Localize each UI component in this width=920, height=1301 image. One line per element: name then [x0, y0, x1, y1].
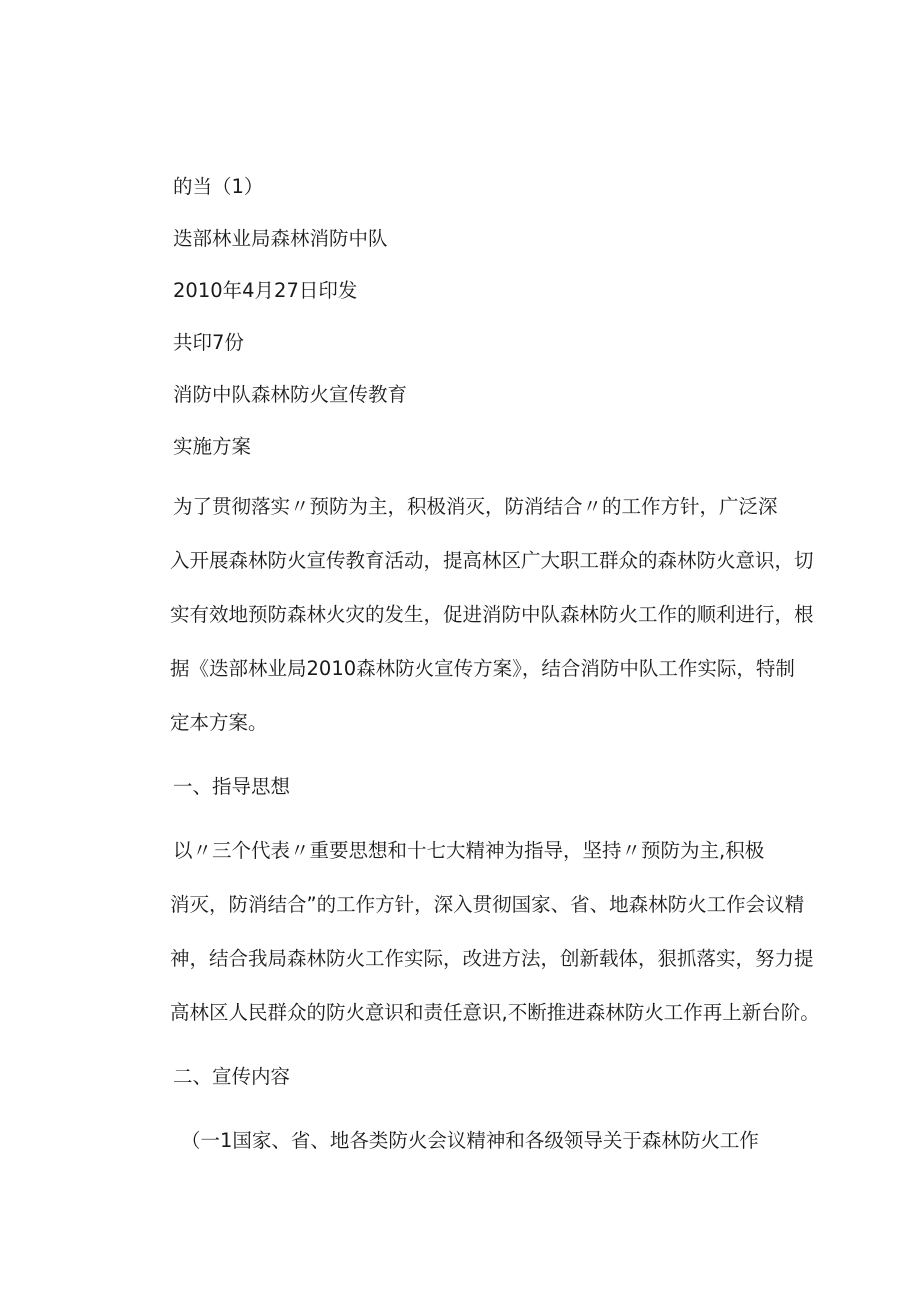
document-body: [170, 168, 820, 1182]
intro-paragraph: [170, 480, 814, 750]
section1-line: 高林区人民群众的防火意识和责任意识,不断推进森林防火工作再上新台阶。: [170, 1001, 820, 1024]
intro-line: 为了贯彻落实〃预防为主，积极消灭，防消结合〃的工作方针，广泛深: [173, 495, 778, 518]
intro-line: 实有效地预防森林火灾的发生，促进消防中队森林防火工作的顺利进行，根: [170, 603, 814, 626]
document-title-line1: 消防中队森林防火宣传教育: [173, 383, 408, 406]
intro-line: 入开展森林防火宣传教育活动，提高林区广大职工群众的森林防火意识，切: [170, 549, 814, 572]
header-line-issuer: 迭部林业局森林消防中队: [173, 227, 388, 250]
header-line-date: 2010年4月27日印发: [173, 279, 358, 302]
header-line-cc: 的当（1）: [173, 175, 264, 198]
section2-item-line: （一1国家、省、地各类防火会议精神和各级领导关于森林防火工作: [181, 1129, 759, 1152]
section1-line: 神，结合我局森林防火工作实际，改进方法，创新载体，狠抓落实，努力提: [170, 947, 814, 970]
section-heading-guiding-ideology: 一、指导思想: [173, 775, 291, 798]
document-title-line2: 实施方案: [173, 435, 252, 458]
intro-line: 据《迭部林业局2010森林防火宣传方案》，结合消防中队工作实际，特制: [170, 657, 795, 680]
intro-line: 定本方案。: [170, 711, 268, 734]
header-line-copies: 共印7份: [173, 331, 244, 354]
section-heading-publicity-content: 二、宣传内容: [173, 1065, 291, 1088]
section1-paragraph: [170, 824, 820, 1040]
section1-line: 消灭，防消结合”的工作方针，深入贯彻国家、省、地森林防火工作会议精: [170, 893, 805, 916]
section1-line: 以〃三个代表〃重要思想和十七大精神为指导，坚持〃预防为主,积极: [173, 839, 765, 862]
